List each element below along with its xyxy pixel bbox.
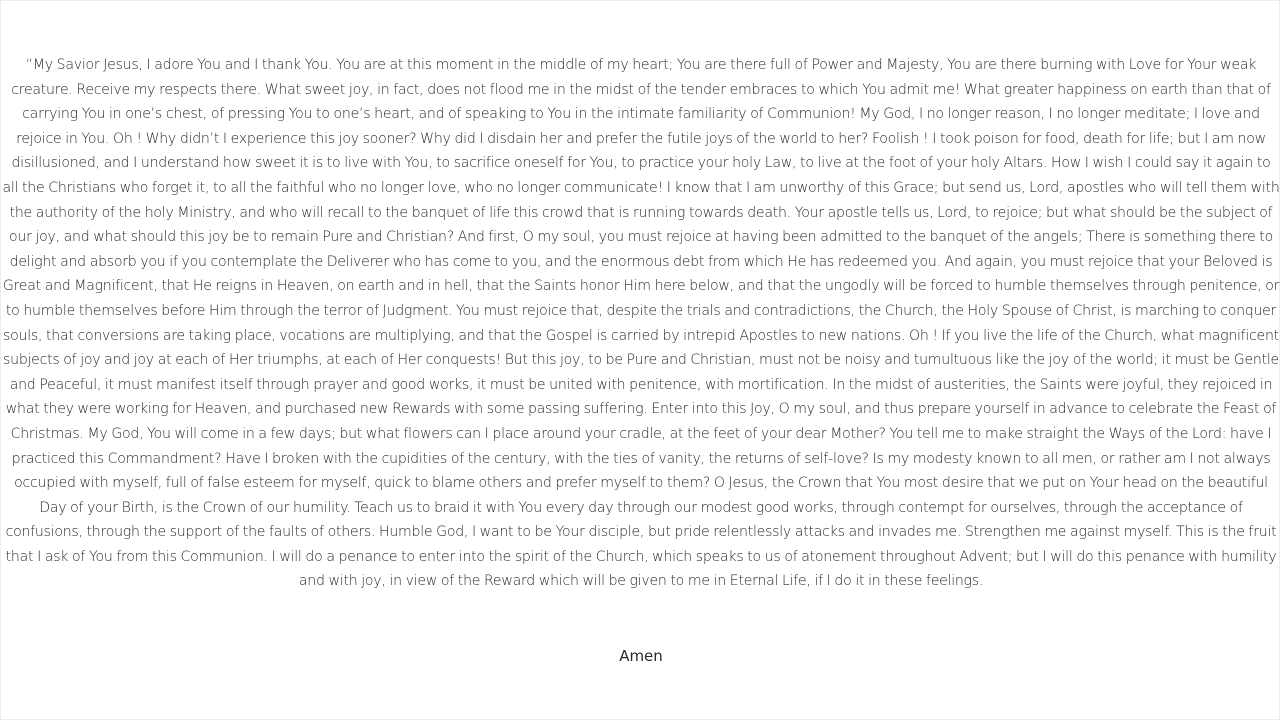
prayer-body-text: “My Savior Jesus, I adore You and I thank You. You are at this moment in the middle of my heart; You are there full of Power and Majesty, You are there burning with Love for Your weak creature. Receive my respects there. What sweet joy, in fact, does not flood me in the midst of the tender embraces to which You admit me! What greater happiness on earth than that of carrying You in one’s chest, of pressing You to one’s heart, and of speaking to You in the intimate familiarity of Communion! My God, I no longer reason, I no longer meditate; I love and rejoice in You. Oh ! Why didn’t I experience this joy sooner? Why did I disdain her and prefer the futile joys of the world to her? Foolish ! I took poison for food, death for life; but I am now disillusioned, and I understand how sweet it is to live with You, to sacrifice oneself for You, to practice your holy Law, to live at the foot of your holy Altars. How I wish I could say it again to all the Christians who forget it, to all the faithful who no longer love, who no longer communicate! I know that I am unworthy of this Grace; but send us, Lord, apostles who will tell them with the authority of the holy Ministry, and who will recall to the banquet of life this crowd that is running towards death. Your apostle tells us, Lord, to rejoice; but what should be the subject of our joy, and what should this joy be to remain Pure and Christian? And first, O my soul, you must rejoice at having been admitted to the banquet of the angels; There is something there to delight and absorb you if you contemplate the Deliverer who has come to you, and the enormous debt from which He has redeemed you. And again, you must rejoice that your Beloved is Great and Magnificent, that He reigns in Heaven, on earth and in hell, that the Saints honor Him here below, and that the ungodly will be forced to humble themselves through penitence, or to humble themselves before Him through the terror of Judgment. You must rejoice that, despite the trials and contradictions, the Church, the Holy Spouse of Christ, is marching to conquer souls, that conversions are taking place, vocations are multiplying, and that the Gospel is carried by intrepid Apostles to new nations. Oh ! If you live the life of the Church, what magnificent subjects of joy and joy at each of Her triumphs, at each of Her conquests! But this joy, to be Pure and Christian, must not be noisy and tumultuous like the joy of the world; it must be Gentle and Peaceful, it must manifest itself through prayer and good works, it must be united with penitence, with mortification. In the midst of austerities, the Saints were joyful, they rejoiced in what they were working for Heaven, and purchased new Rewards with some passing suffering. Enter into this Joy, O my soul, and thus prepare yourself in advance to celebrate the Feast of Christmas. My God, You will come in a few days; but what flowers can I place around your cradle, at the feet of your dear Mother? You tell me to make straight the Ways of the Lord: have I practiced this Commandment? Have I broken with the cupidities of the century, with the ties of vanity, the returns of self-love? Is my modesty known to all men, or rather am I not always occupied with myself, full of false esteem for myself, quick to blame others and prefer myself to them? O Jesus, the Crown that You most desire that we put on Your head on the beautiful Day of your Birth, is the Crown of our humility. Teach us to braid it with You every day through our modest good works, through contempt for ourselves, through the acceptance of confusions, through the support of the faults of others. Humble God, I want to be Your disciple, but pride relentlessly attacks and invades me. Strengthen me against myself. This is the fruit that I ask of You from this Communion. I will do a penance to enter into the spirit of the Church, which speaks to us of atonement throughout Advent; but I will do this penance with humility and with joy, in view of the Reward which will be given to me in Eternal Life, if I do it in these feelings. bbox=[2, 57, 1280, 590]
prayer-closing: Amen bbox=[619, 647, 663, 665]
